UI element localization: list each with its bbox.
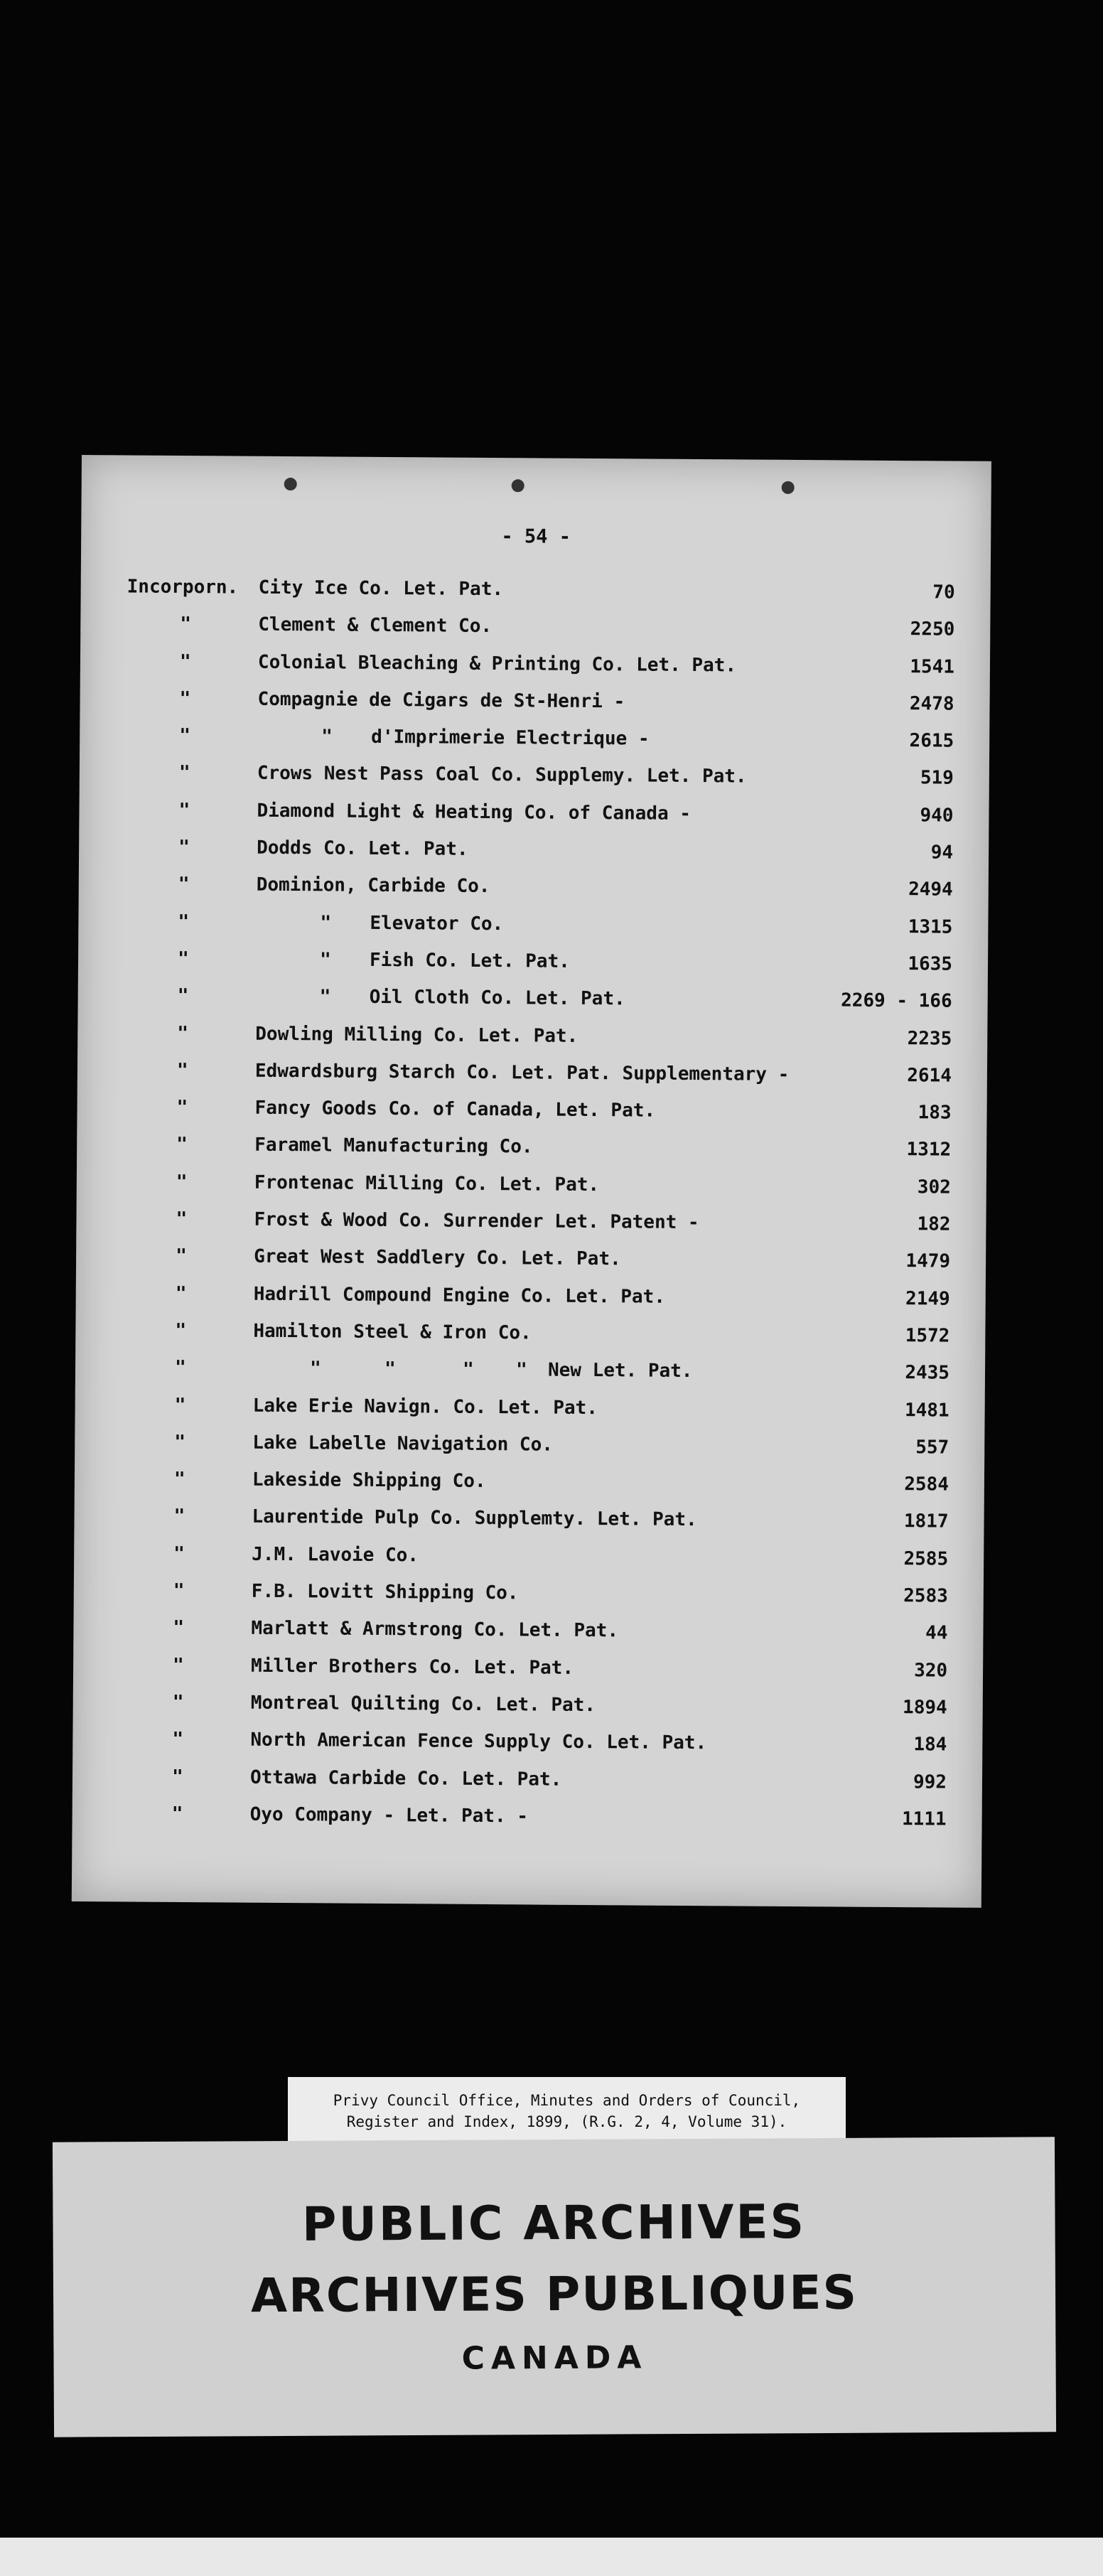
entry-row [80, 613, 990, 656]
ditto-mark: " [171, 1803, 183, 1825]
ditto-mark: " [172, 1691, 184, 1713]
entry-row [74, 1505, 984, 1548]
entry-row [80, 650, 990, 694]
ditto-mark: " [320, 912, 332, 934]
entry-number: 320 [914, 1659, 948, 1682]
ditto-mark: " [177, 1022, 189, 1044]
ditto-mark: " [175, 1282, 187, 1304]
entry-number: 183 [918, 1102, 952, 1124]
stamp-line-english: PUBLIC ARCHIVES [301, 2194, 807, 2252]
entry-text: New Let. Pat. [547, 1359, 693, 1383]
entry-text: Montreal Quilting Co. Let. Pat. [250, 1692, 596, 1716]
punch-hole-mark [782, 481, 795, 494]
entry-text: d'Imprimerie Electrique - [371, 726, 650, 750]
entry-number: 302 [917, 1176, 951, 1198]
entry-row [72, 1691, 982, 1734]
source-caption [288, 2077, 846, 2145]
entry-text: Lake Erie Navign. Co. Let. Pat. [252, 1395, 598, 1419]
entry-number: 2478 [909, 693, 954, 715]
ditto-mark: " [176, 1134, 188, 1156]
entry-text: Frost & Wood Co. Surrender Let. Patent - [254, 1208, 699, 1234]
ditto-mark: " [175, 1319, 187, 1341]
entry-row [80, 761, 989, 805]
entry-row [78, 911, 988, 954]
entry-number: 184 [913, 1734, 947, 1756]
entry-row [74, 1579, 984, 1623]
entry-number: 1894 [902, 1697, 947, 1719]
caption-line: Privy Council Office, Minutes and Orders of Council, [333, 2091, 801, 2109]
entry-number: 2494 [908, 879, 953, 901]
ditto-mark: " [180, 613, 192, 635]
entry-row [77, 1022, 987, 1066]
entry-number: 2614 [907, 1064, 952, 1087]
ditto-mark: " [384, 1358, 396, 1380]
entry-row [75, 1319, 985, 1363]
entry-row [72, 1728, 982, 1771]
ditto-mark: " [174, 1357, 186, 1379]
ditto-mark: " [174, 1431, 186, 1453]
ditto-mark: " [321, 726, 333, 748]
entry-text: Faramel Manufacturing Co. [254, 1134, 533, 1158]
entry-row [75, 1468, 984, 1511]
entry-number: 2585 [903, 1547, 949, 1570]
ditto-mark: " [462, 1359, 474, 1381]
entry-category: Incorporn. [127, 576, 239, 599]
entry-row [79, 873, 989, 916]
ditto-mark: " [173, 1469, 185, 1491]
punch-hole-mark [284, 478, 297, 490]
ditto-mark: " [176, 1097, 188, 1119]
ditto-mark: " [174, 1394, 186, 1416]
ledger-page [72, 455, 991, 1908]
entry-number: 2615 [909, 730, 954, 752]
entry-text: Great West Saddlery Co. Let. Pat. [254, 1246, 621, 1270]
ditto-mark: " [178, 911, 190, 933]
entry-row [72, 1803, 981, 1846]
entry-number: 70 [932, 581, 955, 603]
ditto-mark: " [309, 1358, 321, 1380]
ditto-mark: " [177, 985, 189, 1007]
entry-number: 1111 [901, 1808, 947, 1830]
ditto-mark: " [178, 799, 190, 821]
entry-number: 1817 [903, 1510, 949, 1533]
entry-row [78, 948, 988, 991]
entry-number: 1479 [905, 1250, 951, 1272]
entry-row [80, 687, 989, 731]
entry-text: Dominion, Carbide Co. [256, 874, 490, 898]
entry-text: Lakeside Shipping Co. [252, 1469, 486, 1493]
entry-text: Miller Brothers Co. Let. Pat. [251, 1655, 574, 1679]
ditto-mark: " [176, 1208, 188, 1230]
entry-row [77, 1133, 986, 1176]
stamp-line-french: ARCHIVES PUBLIQUES [250, 2265, 859, 2323]
entry-text: Oyo Company - Let. Pat. - [249, 1803, 529, 1828]
ditto-mark: " [176, 1059, 188, 1081]
ditto-mark: " [173, 1617, 185, 1639]
entry-number: 2149 [905, 1287, 950, 1310]
ditto-mark: " [179, 725, 191, 747]
entry-number: 182 [917, 1213, 951, 1235]
entry-text: Elevator Co. [370, 912, 504, 935]
entry-number: 2583 [903, 1585, 948, 1607]
page-number: - 54 - [501, 525, 571, 548]
entry-number: 2435 [905, 1362, 950, 1384]
entry-number: 1635 [908, 953, 953, 975]
entry-row [77, 1059, 987, 1102]
entry-row [75, 1393, 984, 1437]
entry-number: 1572 [905, 1325, 950, 1347]
entry-number: 44 [925, 1622, 948, 1644]
entry-text: Oil Cloth Co. Let. Pat. [369, 987, 625, 1010]
entry-number: 519 [920, 767, 954, 790]
scan-border [0, 2538, 1103, 2576]
entry-row [76, 1245, 986, 1288]
entry-row [73, 1616, 983, 1660]
entry-row [79, 836, 989, 879]
ditto-mark: " [172, 1729, 184, 1751]
entry-row [77, 1096, 986, 1139]
ditto-mark: " [177, 948, 189, 970]
entry-number: 94 [930, 842, 954, 864]
entry-number: 2584 [904, 1474, 949, 1496]
entry-number: 1312 [906, 1139, 952, 1161]
entry-row [77, 1171, 986, 1214]
entry-text: City Ice Co. Let. Pat. [258, 576, 504, 601]
ditto-mark: " [178, 762, 190, 784]
caption-line: Register and Index, 1899, (R.G. 2, 4, Volume 31). [346, 2113, 787, 2130]
entry-row [80, 576, 990, 619]
entry-text: Ottawa Carbide Co. Let. Pat. [249, 1766, 562, 1791]
entry-text: Fish Co. Let. Pat. [369, 949, 570, 972]
entry-row [76, 1282, 986, 1326]
entry-text: Dodds Co. Let. Pat. [257, 837, 468, 860]
entry-text: Laurentide Pulp Co. Supplemty. Let. Pat. [252, 1506, 697, 1531]
entry-text: Hadrill Compound Engine Co. Let. Pat. [253, 1283, 666, 1308]
entry-row [73, 1654, 983, 1697]
entry-list [72, 576, 990, 1846]
ditto-mark: " [173, 1542, 185, 1565]
entry-text: Edwardsburg Starch Co. Let. Pat. Supplementary - [254, 1060, 790, 1085]
entry-number: 1315 [908, 916, 953, 938]
entry-text: Fancy Goods Co. of Canada, Let. Pat. [254, 1097, 656, 1122]
ditto-mark: " [319, 986, 331, 1008]
ditto-mark: " [179, 687, 191, 709]
entry-text: Marlatt & Armstrong Co. Let. Pat. [251, 1618, 619, 1642]
entry-text: Clement & Clement Co. [258, 614, 493, 638]
ditto-mark: " [173, 1579, 185, 1602]
entry-row [76, 1208, 986, 1251]
archives-stamp [53, 2137, 1056, 2437]
entry-text: Diamond Light & Heating Co. of Canada - [257, 800, 692, 825]
stamp-line-country: CANADA [461, 2339, 648, 2377]
entry-text: Hamilton Steel & Iron Co. [253, 1320, 532, 1344]
ditto-mark: " [515, 1359, 527, 1381]
entry-number: 992 [913, 1771, 947, 1793]
entry-row [80, 724, 989, 768]
entry-row [74, 1542, 984, 1586]
ditto-mark: " [176, 1245, 187, 1267]
entry-text: F.B. Lovitt Shipping Co. [251, 1580, 519, 1604]
entry-text: Dowling Milling Co. Let. Pat. [255, 1023, 579, 1047]
entry-row [75, 1431, 984, 1474]
ditto-mark: " [171, 1766, 183, 1788]
punch-hole-mark [512, 479, 524, 492]
entry-text: Colonial Bleaching & Printing Co. Let. Pat. [257, 651, 737, 677]
entry-text: J.M. Lavoie Co. [252, 1543, 419, 1567]
entry-number: 1541 [910, 655, 955, 678]
entry-number: 1481 [904, 1399, 949, 1422]
ditto-mark: " [178, 874, 190, 896]
entry-text: North American Fence Supply Co. Let. Pat. [250, 1729, 707, 1754]
ditto-mark: " [319, 949, 331, 971]
entry-text: Crows Nest Pass Coal Co. Supplemy. Let. Pat. [257, 763, 747, 788]
entry-row [72, 1765, 982, 1808]
entry-row [75, 1356, 985, 1400]
entry-number: 2235 [907, 1027, 952, 1050]
entry-text: Compagnie de Cigars de St-Henri - [257, 688, 625, 713]
entry-row [79, 799, 989, 842]
entry-number: 940 [920, 805, 954, 827]
entry-text: Frontenac Milling Co. Let. Pat. [254, 1171, 600, 1196]
ditto-mark: " [176, 1171, 188, 1193]
entry-row [77, 984, 987, 1028]
entry-number: 2250 [910, 618, 955, 640]
ditto-mark: " [178, 837, 190, 859]
entry-number: 2269 - 166 [841, 989, 952, 1012]
entry-text: Lake Labelle Navigation Co. [252, 1432, 554, 1456]
entry-number: 557 [915, 1437, 949, 1459]
ditto-mark: " [179, 650, 191, 672]
ditto-mark: " [173, 1506, 185, 1528]
ditto-mark: " [173, 1654, 184, 1676]
